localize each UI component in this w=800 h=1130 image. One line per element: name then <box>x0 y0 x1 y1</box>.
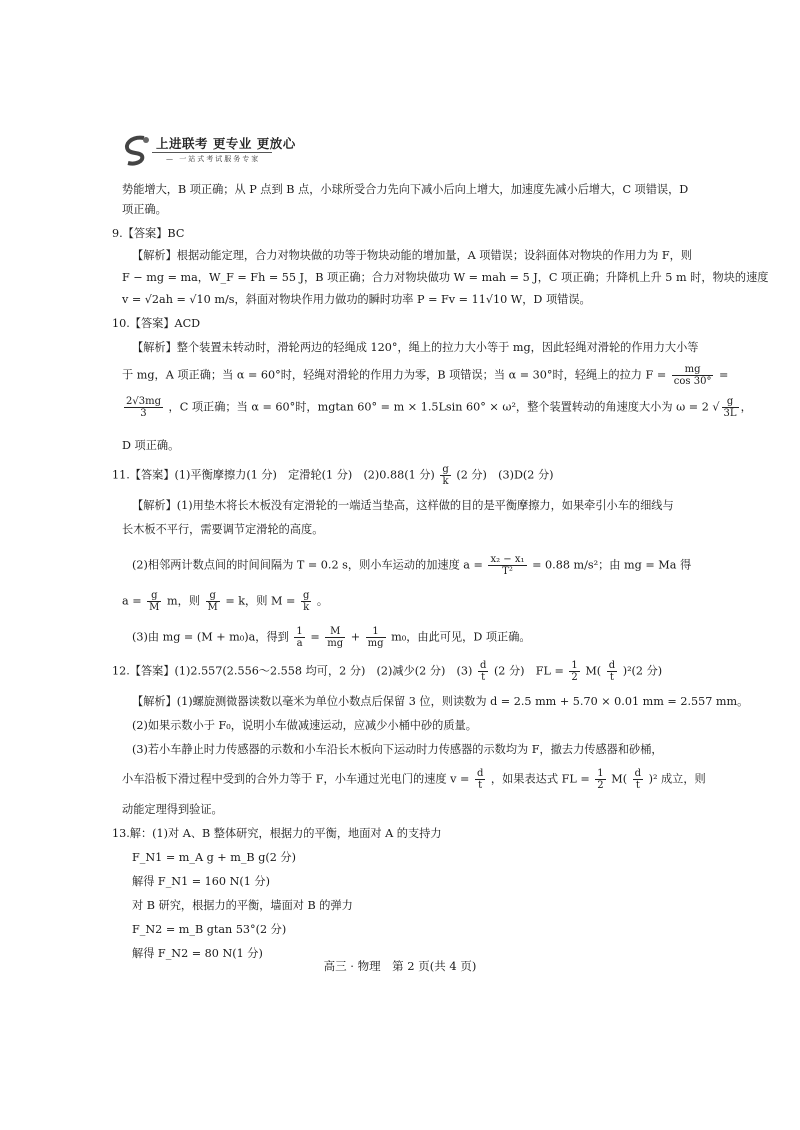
fraction: $\frac{d}{t}$ <box>476 768 484 791</box>
fraction: $\frac{g}{3L}$ <box>723 396 737 419</box>
text-line: 对 B 研究，根据力的平衡，墙面对 B 的弹力 <box>132 899 353 912</box>
page-footer: 高三 · 物理 第 2 页(共 4 页) <box>323 959 477 973</box>
text-line: (2)相邻两计数点间的时间间隔为 T = 0.2 s，则小车运动的加速度 a = $\frac{\text{x₂ − x₁}}{\text{T²}}$ = 0.88 m/s²；由 mg = Ma 得 <box>132 554 692 577</box>
text-line: 项正确。 <box>122 203 167 216</box>
logo-icon <box>122 134 152 168</box>
text-line: $\frac{2√3mg}{3}$ ，C 项正确；当 α = 60°时，mgtan 60° = m × 1.5Lsin 60° × ω²，整个装置转动的角速度大小为 ω = 2 √ $\frac{g}{3L}$ ， <box>126 396 752 419</box>
fraction: $\frac{g}{M}$ <box>149 590 160 613</box>
fraction: $\frac{\text{x₂ − x₁}}{\text{T²}}$ <box>490 554 525 577</box>
text-line: 于 mg，A 项正确；当 α = 60°时，轻绳对滑轮的作用力为零，B 项错误；当 α = 30°时，轻绳上的拉力 F = $\frac{mg}{\cos 30^\circ}$ = <box>122 364 729 387</box>
fraction: $\frac{g}{k}$ <box>442 464 449 487</box>
equation-line: 解得 F_N1 = 160 N(1 分) <box>132 875 270 888</box>
fraction: $\frac{1}{2}$ <box>571 660 578 683</box>
answer-heading-13: 13.解：(1)对 A、B 整体研究，根据力的平衡，地面对 A 的支持力 <box>112 827 442 840</box>
answer-heading-10: 10.【答案】ACD <box>112 317 201 330</box>
fraction: $\frac{d}{t}$ <box>608 660 616 683</box>
text-line: F − mg = ma，W_F = Fh = 55 J，B 项正确；合力对物块做功 W = mah = 5 J，C 项正确；升降机上升 5 m 时，物块的速度 <box>122 271 769 284</box>
fraction: $\frac{M}{mg}$ <box>327 626 344 649</box>
answer-heading-11: 11.【答案】(1)平衡摩擦力(1 分) 定滑轮(1 分) (2)0.88(1 分) $\frac{g}{k}$ (2 分) (3)D(2 分) <box>112 464 554 487</box>
text-line: 【解析】(1)螺旋测微器读数以毫米为单位小数点后保留 3 位，则读数为 d = 2.5 mm + 5.70 × 0.01 mm = 2.557 mm。 <box>132 695 749 708</box>
equation-line: F_N2 = m_B gtan 53°(2 分) <box>132 923 287 936</box>
text-line: (3)若小车静止时力传感器的示数和小车沿长木板向下运动时力传感器的示数均为 F，撤去力传感器和砂桶， <box>132 743 663 756</box>
text-line: 动能定理得到验证。 <box>122 803 223 816</box>
text-line: a = $\frac{g}{M}$ m，则 $\frac{g}{M}$ = k，则 M = $\frac{g}{k}$ 。 <box>122 590 329 613</box>
fraction: $\frac{g}{k}$ <box>302 590 310 613</box>
brand-name: 上进联考 更专业 更放心 <box>156 136 296 151</box>
page-header <box>122 132 382 172</box>
equation-line: 解得 F_N2 = 80 N(1 分) <box>132 947 263 960</box>
fraction: $\frac{g}{M}$ <box>207 590 218 613</box>
equation-line: F_N1 = m_A g + m_B g(2 分) <box>132 851 296 864</box>
fraction: $\frac{1}{a}$ <box>296 626 303 649</box>
text-line: 【解析】根据动能定理，合力对物块做的功等于物块动能的增加量，A 项错误；设斜面体对物块的作用力为 F，则 <box>132 249 692 262</box>
text-line: (2)如果示数小于 F₀，说明小车做减速运动，应减少小桶中砂的质量。 <box>132 719 477 732</box>
fraction: $\frac{mg}{\cos 30^\circ}$ <box>673 364 712 387</box>
fraction: $\frac{1}{mg}$ <box>367 626 384 649</box>
text-line: 长木板不平行，需要调节定滑轮的高度。 <box>122 523 324 536</box>
header-divider <box>152 152 272 153</box>
fraction: $\frac{d}{t}$ <box>634 768 642 791</box>
fraction: $\frac{d}{t}$ <box>479 660 487 683</box>
text-line: 小车沿板下滑过程中受到的合外力等于 F，小车通过光电门的速度 v = $\frac{d}{t}$ ，如果表达式 FL = $\frac{1}{2}$ M( $\frac{d}{t}$ )² 成立，则 <box>122 768 706 791</box>
answer-heading-9: 9.【答案】BC <box>112 227 185 240</box>
brand-slogan: — 一站式考试服务专家 <box>166 155 261 163</box>
fraction: $\frac{2√3mg}{3}$ <box>126 396 161 419</box>
text-line: (3)由 mg = (M + m₀)a，得到 $\frac{1}{a}$ = $\frac{M}{mg}$ + $\frac{1}{mg}$ m₀，由此可见，D 项正确。 <box>132 626 531 649</box>
text-line: v = √2ah = √10 m/s，斜面对物块作用力做功的瞬时功率 P = Fv = 11√10 W，D 项错误。 <box>122 293 591 306</box>
text-line: D 项正确。 <box>122 439 180 452</box>
fraction: $\frac{1}{2}$ <box>597 768 604 791</box>
text-line: 【解析】(1)用垫木将长木板没有定滑轮的一端适当垫高，这样做的目的是平衡摩擦力，如果牵引小车的细线与 <box>132 499 674 512</box>
text-line: 势能增大，B 项正确；从 P 点到 B 点，小球所受合力先向下减小后向上增大，加速度先减小后增大，C 项错误，D <box>122 183 689 196</box>
answer-heading-12: 12.【答案】(1)2.557(2.556～2.558 均可，2 分) (2)减少(2 分) (3) $\frac{d}{t}$ (2 分) FL = $\frac{1}{2}$ M( $\frac{d}{t}$ )²(2 分) <box>112 660 663 683</box>
text-line: 【解析】整个装置未转动时，滑轮两边的轻绳成 120°，绳上的拉力大小等于 mg，因此轻绳对滑轮的作用力大小等 <box>132 341 699 354</box>
